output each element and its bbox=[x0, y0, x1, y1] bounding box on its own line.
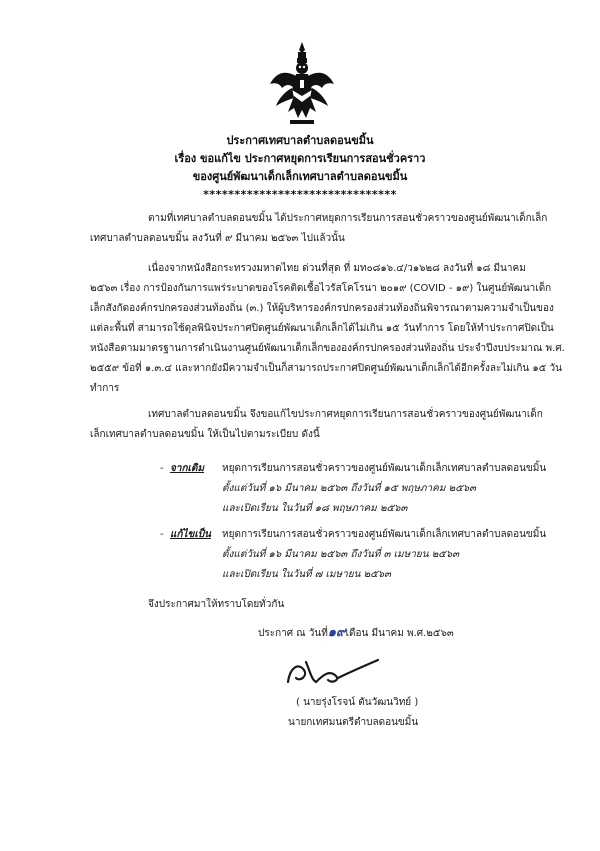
subject-line: เรื่อง ขอแก้ไข ประกาศหยุดการเรียนการสอนชั่วคราว bbox=[174, 152, 426, 165]
paragraph-2-line: ๒๕๖๓ เรื่อง การป้องกันการแพร่ระบาดของโรคติดเชื้อไวรัสโคโรนา ๒๐๑๙ (COVID - ๑๙) ในศูนย์พัฒนาเด็ก bbox=[90, 283, 552, 294]
signer-title: นายกเทศมนตรีตำบลดอนขมิ้น bbox=[288, 717, 419, 728]
paragraph-3-line: เล็กเทศบาลตำบลดอนขมิ้น ให้เป็นไปตามระเบียบ ดังนี้ bbox=[90, 429, 320, 440]
from-line: หยุดการเรียนการสอนชั่วคราวของศูนย์พัฒนาเด็กเล็กเทศบาลตำบลดอนขมิ้น bbox=[222, 463, 547, 474]
paragraph-2-line: หนังสือตามมาตรฐานการดำเนินงานศูนย์พัฒนาเด็กเล็กขององค์กรปกครองส่วนท้องถิ่น ประจำปีงบประมาณ พ.ศ. bbox=[90, 343, 565, 354]
paragraph-2-line: ๒๕๕๙ ข้อที่ ๑.๓.๔ และหากยังมีความจำเป็นก็สามารถประกาศปิดศูนย์พัฒนาเด็กเล็กได้อีกครั้งละไม่เกิน ๑๕ วัน bbox=[90, 363, 562, 374]
paragraph-1-line: ตามที่เทศบาลตำบลดอนขมิ้น ได้ประกาศหยุดการเรียนการสอนชั่วคราวของศูนย์พัฒนาเด็กเล็ก bbox=[148, 213, 548, 224]
from-line: และเปิดเรียน ในวันที่ ๑๘ พฤษภาคม ๒๕๖๓ bbox=[222, 503, 408, 514]
asterisk-divider: ******************************* bbox=[203, 188, 397, 201]
paragraph-2-line: เนื่องจากหนังสือกระทรวงมหาดไทย ด่วนที่สุด ที่ มท๐๘๑๖.๔/ว๑๖๒๘ ลงวันที่ ๑๘ มีนาคม bbox=[148, 263, 526, 274]
to-bullet: - bbox=[160, 529, 164, 540]
subject-line-2: ของศูนย์พัฒนาเด็กเล็กเทศบาลตำบลดอนขมิ้น bbox=[192, 170, 408, 183]
garuda-emblem-icon bbox=[268, 40, 336, 128]
paragraph-1-line: เทศบาลตำบลดอนขมิ้น ลงวันที่ ๙ มีนาคม ๒๕๖๓ ไปแล้วนั้น bbox=[90, 233, 345, 244]
date-suffix: เดือน มีนาคม พ.ศ.๒๕๖๓ bbox=[345, 628, 454, 639]
paragraph-3-line: เทศบาลตำบลดอนขมิ้น จึงขอแก้ไขประกาศหยุดการเรียนการสอนชั่วคราวของศูนย์พัฒนาเด็ก bbox=[148, 409, 543, 420]
to-line: หยุดการเรียนการสอนชั่วคราวของศูนย์พัฒนาเด็กเล็กเทศบาลตำบลดอนขมิ้น bbox=[222, 529, 547, 540]
date-line bbox=[258, 626, 454, 641]
paragraph-2-line: แต่ละพื้นที่ สามารถใช้ดุลพินิจประกาศปิดศูนย์พัฒนาเด็กเล็กได้ไม่เกิน ๑๕ วันทำการ โดยให้ทำประกาศปิดเป็น bbox=[90, 323, 554, 334]
signer-name: ( นายรุ่งโรจน์ ตันวัฒนวิทย์ ) bbox=[296, 697, 419, 708]
handwritten-day: ๑๙ bbox=[327, 625, 346, 640]
paragraph-2-line: เล็กสังกัดองค์กรปกครองส่วนท้องถิ่น (๓.) ให้ผู้บริหารองค์กรปกครองส่วนท้องถิ่นพิจารณาตามความจำเป็นของ bbox=[90, 303, 554, 314]
date-prefix: ประกาศ ณ วันที่ bbox=[258, 628, 328, 639]
from-bullet: - bbox=[160, 463, 164, 474]
from-label: จากเดิม bbox=[170, 463, 205, 474]
from-line: ตั้งแต่วันที่ ๑๖ มีนาคม ๒๕๖๓ ถึงวันที่ ๑๕ พฤษภาคม ๒๕๖๓ bbox=[222, 483, 476, 494]
to-line: ตั้งแต่วันที่ ๑๖ มีนาคม ๒๕๖๓ ถึงวันที่ ๓ เมษายน ๒๕๖๓ bbox=[222, 549, 460, 560]
to-line: และเปิดเรียน ในวันที่ ๗ เมษายน ๒๕๖๓ bbox=[222, 569, 391, 580]
paragraph-2-line: ทำการ bbox=[90, 383, 120, 394]
handwritten-signature-icon bbox=[282, 652, 382, 692]
to-label: แก้ไขเป็น bbox=[170, 529, 211, 540]
announcement-title: ประกาศเทศบาลตำบลดอนขมิ้น bbox=[226, 134, 374, 147]
closing-statement: จึงประกาศมาให้ทราบโดยทั่วกัน bbox=[148, 599, 285, 610]
